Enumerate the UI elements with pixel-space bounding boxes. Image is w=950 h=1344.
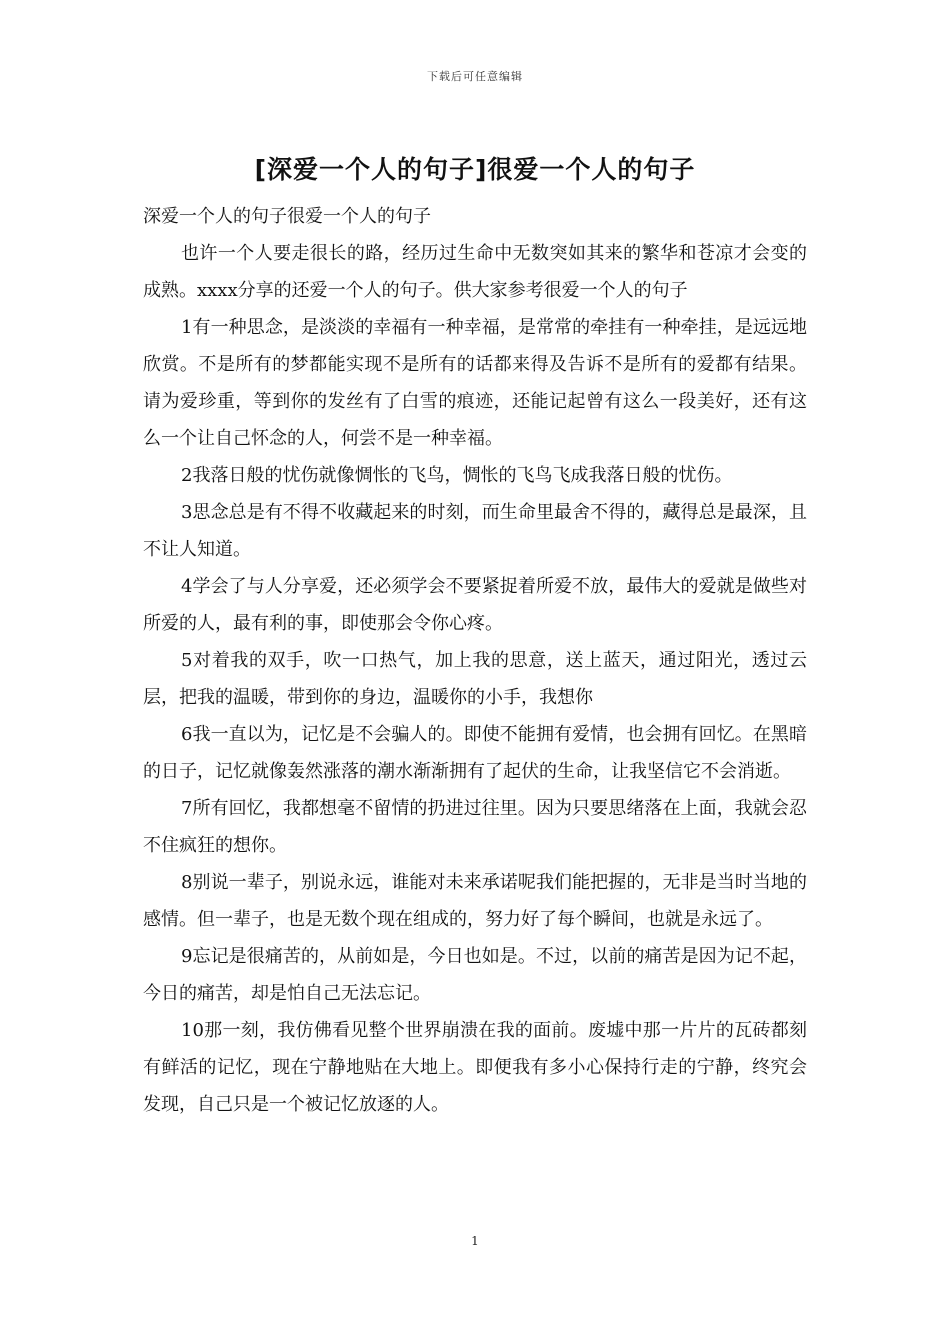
paragraph-8: 8别说一辈子，别说永远，谁能对未来承诺呢我们能把握的，无非是当时当地的感情。但一辈子，也是无数个现在组成的，努力好了每个瞬间，也就是永远了。 xyxy=(143,872,807,930)
document-subtitle: 深爱一个人的句子很爱一个人的句子 xyxy=(143,206,431,227)
paragraph-3: 3思念总是有不得不收藏起来的时刻，而生命里最舍不得的，藏得总是最深，且不让人知道。 xyxy=(143,502,807,560)
header-note: 下载后可任意编辑 xyxy=(427,70,523,83)
paragraph-7: 7所有回忆，我都想毫不留情的扔进过往里。因为只要思绪落在上面，我就会忍不住疯狂的想你。 xyxy=(143,798,807,856)
document-title: [深爱一个人的句子]很爱一个人的句子 xyxy=(254,155,696,184)
paragraph-9: 9忘记是很痛苦的，从前如是，今日也如是。不过，以前的痛苦是因为记不起，今日的痛苦，却是怕自己无法忘记。 xyxy=(143,946,807,1004)
paragraph-4: 4学会了与人分享爱，还必须学会不要紧捉着所爱不放，最伟大的爱就是做些对所爱的人，最有利的事，即使那会令你心疼。 xyxy=(143,576,807,634)
document-body xyxy=(143,198,807,1123)
page-number: 1 xyxy=(471,1234,479,1248)
paragraph-2: 2我落日般的忧伤就像惆怅的飞鸟，惆怅的飞鸟飞成我落日般的忧伤。 xyxy=(181,465,733,486)
paragraph-5: 5对着我的双手，吹一口热气，加上我的思意，送上蓝天，通过阳光，透过云层，把我的温暖，带到你的身边，温暖你的小手，我想你 xyxy=(143,650,807,708)
paragraph-1: 1有一种思念，是淡淡的幸福有一种幸福，是常常的牵挂有一种牵挂，是远远地欣赏。不是所有的梦都能实现不是所有的话都来得及告诉不是所有的爱都有结果。请为爱珍重，等到你的发丝有了白雪的痕迹，还能记起曾有这么一段美好，还有这么一个让自己怀念的人，何尝不是一种幸福。 xyxy=(143,317,807,449)
paragraph-10: 10那一刻，我仿佛看见整个世界崩溃在我的面前。废墟中那一片片的瓦砖都刻有鲜活的记忆，现在宁静地贴在大地上。即便我有多小心保持行走的宁静，终究会发现，自己只是一个被记忆放逐的人。 xyxy=(143,1020,807,1115)
paragraph-intro: 也许一个人要走很长的路，经历过生命中无数突如其来的繁华和苍凉才会变的成熟。xxxx分享的还爱一个人的句子。供大家参考很爱一个人的句子 xyxy=(143,243,807,301)
paragraph-6: 6我一直以为，记忆是不会骗人的。即使不能拥有爱情，也会拥有回忆。在黑暗的日子，记忆就像轰然涨落的潮水渐渐拥有了起伏的生命，让我坚信它不会消逝。 xyxy=(143,724,807,782)
